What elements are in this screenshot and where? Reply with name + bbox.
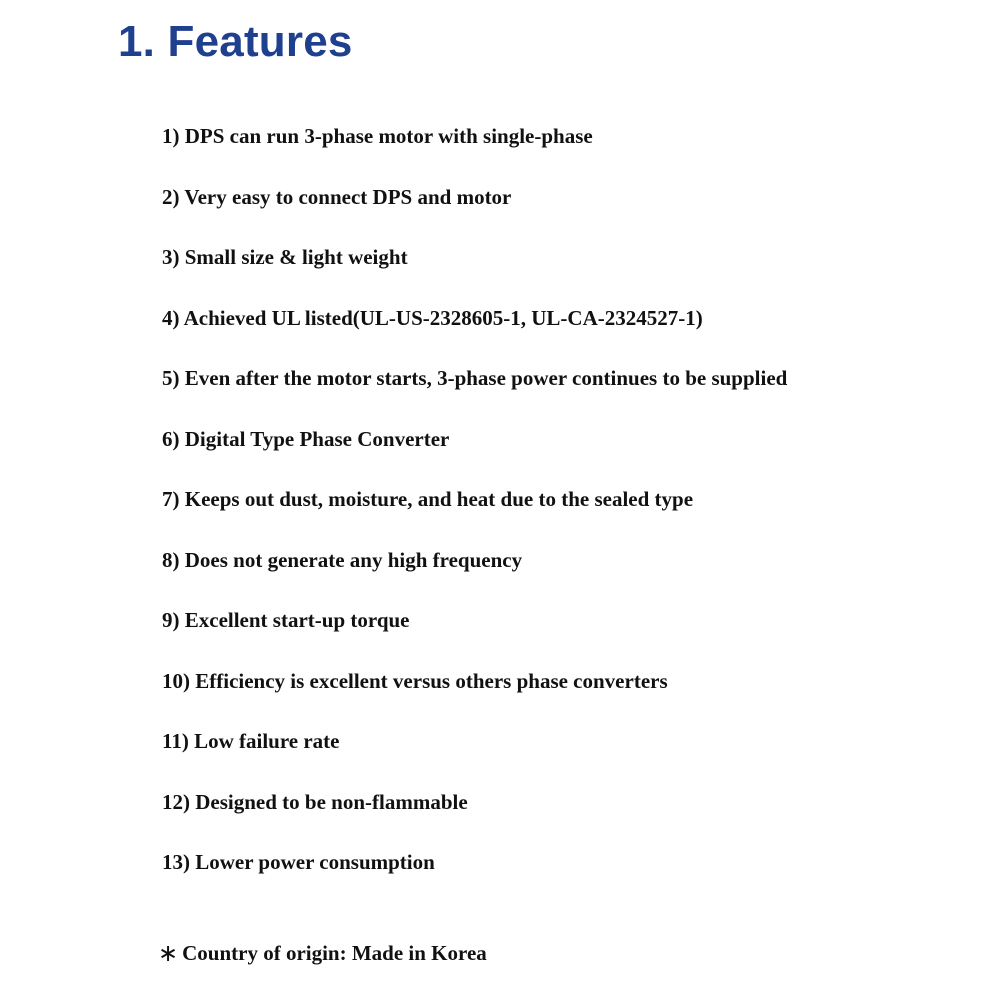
feature-item: 12) Designed to be non-flammable xyxy=(162,789,468,814)
feature-item: 5) Even after the motor starts, 3-phase power continues to be supplied xyxy=(162,366,788,390)
section-heading: 1. Features xyxy=(118,17,353,66)
feature-item: 11) Low failure rate xyxy=(162,729,340,753)
feature-item: 4) Achieved UL listed(UL-US-2328605-1, UL-CA-2324527-1) xyxy=(162,305,703,330)
asterisk-icon: ∗ xyxy=(158,939,179,967)
features-list xyxy=(162,118,787,905)
feature-item: 8) Does not generate any high frequency xyxy=(162,547,523,572)
country-of-origin-note xyxy=(158,934,487,971)
feature-item: 13) Lower power consumption xyxy=(162,850,435,874)
feature-item: 2) Very easy to connect DPS and motor xyxy=(162,184,512,209)
origin-text: Country of origin: Made in Korea xyxy=(182,941,487,965)
feature-item: 1) DPS can run 3-phase motor with single-phase xyxy=(162,124,593,148)
feature-item: 10) Efficiency is excellent versus others phase converters xyxy=(162,668,668,693)
feature-item: 7) Keeps out dust, moisture, and heat due to the sealed type xyxy=(162,487,694,511)
feature-item: 9) Excellent start-up torque xyxy=(162,608,410,632)
feature-item: 3) Small size & light weight xyxy=(162,245,408,269)
feature-item: 6) Digital Type Phase Converter xyxy=(162,426,450,451)
